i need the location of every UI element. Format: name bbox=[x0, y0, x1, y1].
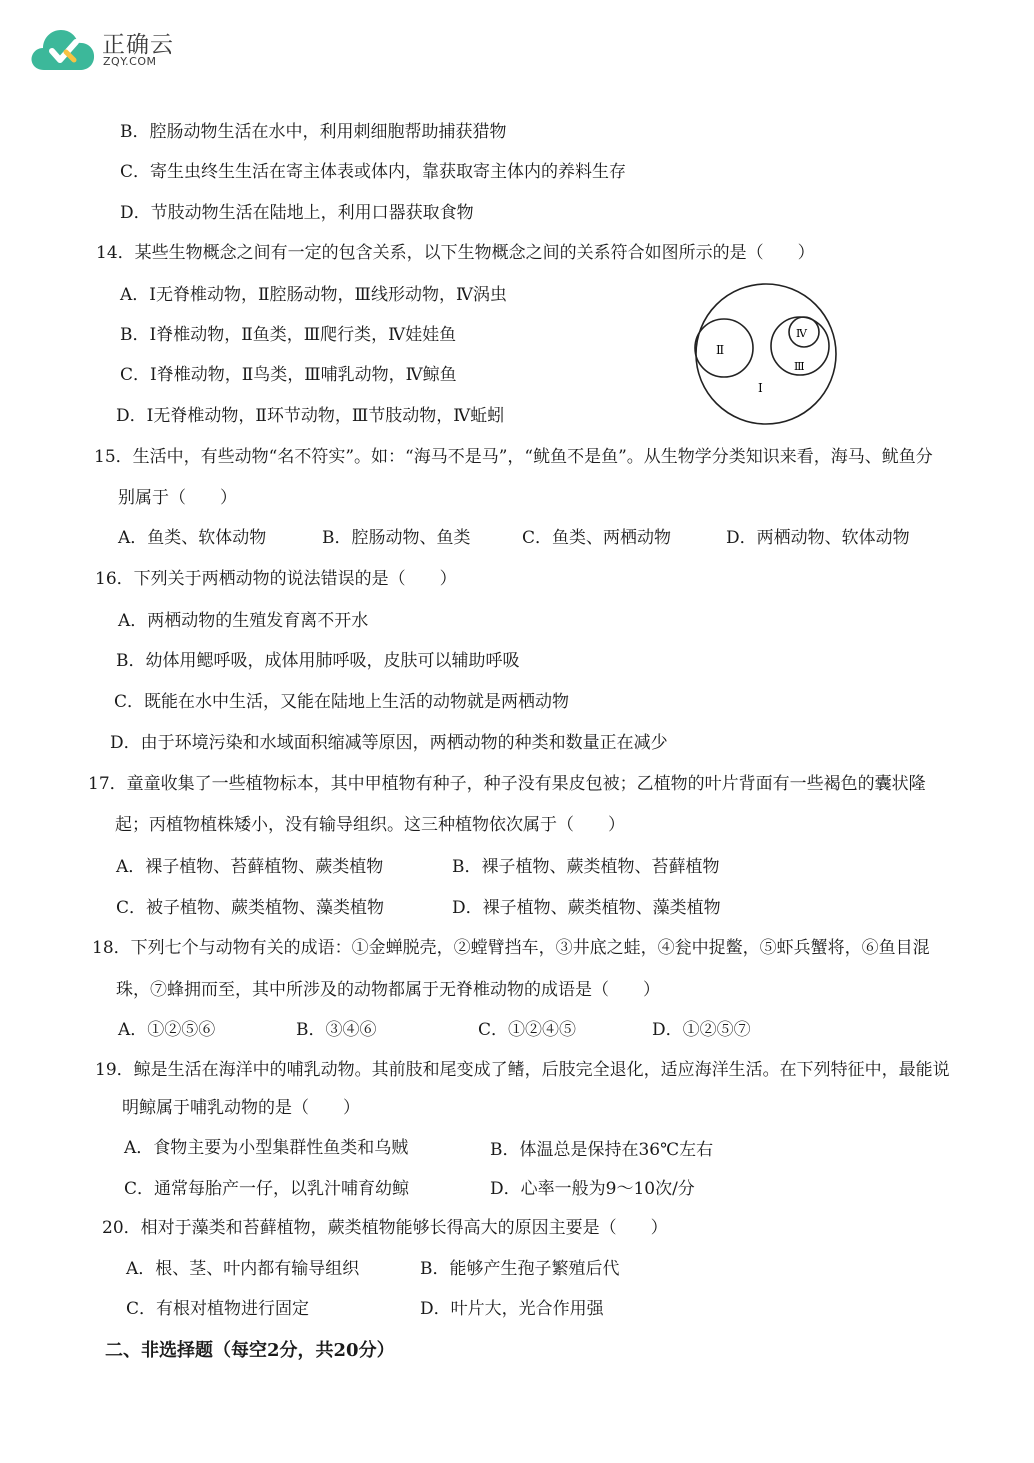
q20-option-d: D．叶片大，光合作用强 bbox=[420, 1299, 604, 1319]
venn-diagram bbox=[688, 280, 848, 430]
q19-option-a: A．食物主要为小型集群性鱼类和乌贼 bbox=[124, 1138, 409, 1158]
label-right: Ⅲ bbox=[794, 360, 805, 373]
q14-stem: 14．某些生物概念之间有一定的包含关系，以下生物概念之间的关系符合如图所示的是（ ） bbox=[96, 243, 815, 263]
q17-option-c: C．被子植物、蕨类植物、藻类植物 bbox=[116, 898, 385, 918]
q15-option-d: D．两栖动物、软体动物 bbox=[726, 528, 910, 548]
logo-name: 正确云 bbox=[102, 32, 174, 58]
q14-option-a: A．Ⅰ无脊椎动物，Ⅱ腔肠动物，Ⅲ线形动物，Ⅳ涡虫 bbox=[120, 285, 507, 305]
q16-stem: 16．下列关于两栖动物的说法错误的是（ ） bbox=[95, 569, 457, 589]
q19-stem-cont: 明鲸属于哺乳动物的是（ ） bbox=[122, 1098, 360, 1118]
brand-logo bbox=[30, 24, 190, 74]
q13-option-b: B．腔肠动物生活在水中，利用刺细胞帮助捕获猎物 bbox=[120, 122, 507, 142]
q14-option-b: B．Ⅰ脊椎动物，Ⅱ鱼类，Ⅲ爬行类，Ⅳ娃娃鱼 bbox=[120, 325, 457, 345]
q14-option-d: D．Ⅰ无脊椎动物，Ⅱ环节动物，Ⅲ节肢动物，Ⅳ蚯蚓 bbox=[116, 406, 505, 426]
q15-stem: 15．生活中，有些动物“名不符实”。如：“海马不是马”，“鱿鱼不是鱼”。从生物学分类知识来看，海马、鱿鱼分 bbox=[94, 447, 933, 467]
q20-option-c: C．有根对植物进行固定 bbox=[126, 1299, 310, 1319]
q13-option-c: C．寄生虫终生生活在寄主体表或体内，靠获取寄主体内的养料生存 bbox=[120, 162, 627, 182]
q19-stem: 19．鲸是生活在海洋中的哺乳动物。其前肢和尾变成了鳍，后肢完全退化，适应海洋生活。在下列特征中，最能说 bbox=[95, 1060, 950, 1080]
label-inner: Ⅳ bbox=[796, 327, 807, 340]
cloud-check-icon bbox=[30, 26, 96, 74]
q18-option-a: A．①②⑤⑥ bbox=[118, 1020, 216, 1040]
q19-option-b: B．体温总是保持在36℃左右 bbox=[490, 1140, 714, 1160]
q18-option-d: D．①②⑤⑦ bbox=[652, 1020, 751, 1040]
q18-stem: 18．下列七个与动物有关的成语：①金蝉脱壳，②螳臂挡车，③井底之蛙，④瓮中捉鳖，⑤虾兵蟹将，⑥鱼目混 bbox=[92, 938, 930, 958]
q13-option-d: D．节肢动物生活在陆地上，利用口器获取食物 bbox=[120, 203, 474, 223]
q17-stem: 17．童童收集了一些植物标本，其中甲植物有种子，种子没有果皮包被；乙植物的叶片背面有一些褐色的囊状隆 bbox=[88, 774, 926, 794]
q15-option-a: A．鱼类、软体动物 bbox=[118, 528, 267, 548]
q15-option-b: B．腔肠动物、鱼类 bbox=[322, 528, 471, 548]
q17-stem-cont: 起；丙植物植株矮小，没有输导组织。这三种植物依次属于（ ） bbox=[115, 815, 625, 835]
q15-stem-cont: 别属于（ ） bbox=[118, 488, 237, 508]
q17-option-b: B．裸子植物、蕨类植物、苔藓植物 bbox=[452, 857, 720, 877]
section-heading: 二、非选择题（每空2分，共20分） bbox=[105, 1340, 395, 1361]
q16-option-d: D．由于环境污染和水域面积缩减等原因，两栖动物的种类和数量正在减少 bbox=[110, 733, 668, 753]
q16-option-b: B．幼体用鳃呼吸，成体用肺呼吸，皮肤可以辅助呼吸 bbox=[116, 651, 520, 671]
q20-option-b: B．能够产生孢子繁殖后代 bbox=[420, 1259, 620, 1279]
q16-option-a: A．两栖动物的生殖发育离不开水 bbox=[118, 611, 369, 631]
q19-option-d: D．心率一般为9～10次/分 bbox=[490, 1179, 695, 1199]
q15-option-c: C．鱼类、两栖动物 bbox=[522, 528, 672, 548]
q18-option-b: B．③④⑥ bbox=[296, 1020, 377, 1040]
label-left: Ⅱ bbox=[716, 343, 725, 357]
q14-option-c: C．Ⅰ脊椎动物，Ⅱ鸟类，Ⅲ哺乳动物，Ⅳ鲸鱼 bbox=[120, 365, 457, 385]
q17-option-a: A．裸子植物、苔藓植物、蕨类植物 bbox=[116, 857, 384, 877]
q18-stem-cont: 珠，⑦蜂拥而至，其中所涉及的动物都属于无脊椎动物的成语是（ ） bbox=[116, 980, 660, 1000]
q16-option-c: C．既能在水中生活，又能在陆地上生活的动物就是两栖动物 bbox=[114, 692, 570, 712]
q20-option-a: A．根、茎、叶内都有输导组织 bbox=[126, 1259, 360, 1279]
q18-option-c: C．①②④⑤ bbox=[478, 1020, 577, 1040]
q20-stem: 20．相对于藻类和苔藓植物，蕨类植物能够长得高大的原因主要是（ ） bbox=[102, 1218, 668, 1238]
logo-domain: ZQY.COM bbox=[103, 55, 157, 68]
label-outer: Ⅰ bbox=[758, 381, 763, 395]
q19-option-c: C．通常每胎产一仔，以乳汁哺育幼鲸 bbox=[124, 1179, 410, 1199]
q17-option-d: D．裸子植物、蕨类植物、藻类植物 bbox=[452, 898, 721, 918]
